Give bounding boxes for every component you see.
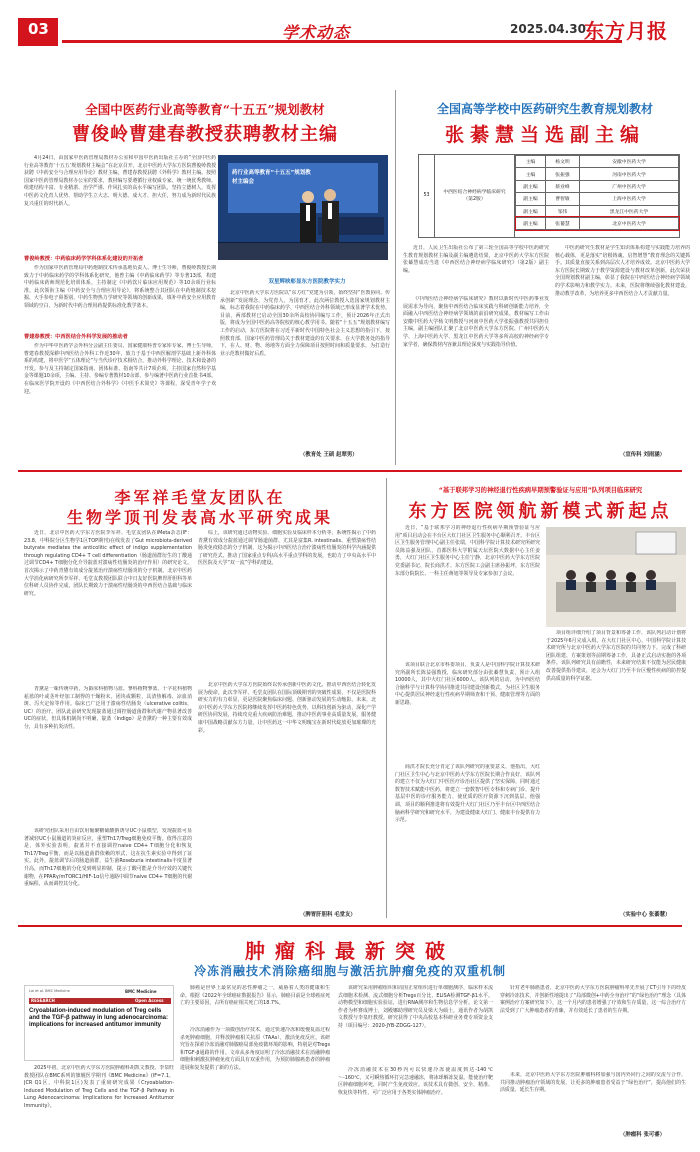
column-divider-middle <box>386 478 387 918</box>
article4-para-2: 该项目联合北京市科委项目，负责人是中国科学院计算技术研究所副所长陈益强教授，临床研究部分由张綦慧负责，预计入组10000人，其中大红门社区6000人。该队列的启动，为中西医结合脑科学与计算科学协同推进共同建设创新模式，为社区卫生服务中心提供居民神经退行性疾病早期筛查和干预、健康管理等方面的新思路。 <box>395 662 540 706</box>
article3-para-4: 综上，该研究通过动物实验、细胞实验及临床样本分析等，系统性揭示了中药青黛有效成分靛蓝通过调节肠道菌群、尤其是富集R. intestinalis、重塑溃疡性结肠炎免疫稳态的分子机制，这为揭示中西医结合治疗溃疡性结肠炎的科学内涵提供了研究范式，推动了国家重点专科/高水平重点学科的发展，也助力了中央高水平中医医院及大学“双一流”学科的建设。 <box>198 530 376 567</box>
article3-para-2: 青黛是一味传统中药，为爵床科植物马蓝、蓼科植物蓼蓝、十字花科植物菘蓝的叶或茎叶经加工制得的干燥粉末，团块或颗粒，具清热解毒、凉血消斑、泻火定惊等作用。临床已广泛用于溃疡性结肠炎（ulcerative colitis，UC）的治疗。团队此前研究发现靛蓝通过调控肠道菌群和代谢产物显著改善UC的症状，但具体机制尚不明确，靛蓝（Indigo）是青黛的一种主要有效成分，具有多种抗炎活性。 <box>24 686 192 730</box>
article1-photo-banner-text: 药行业高等教育“十五五”规划教材主编会 <box>232 170 311 185</box>
article5-para-7: 未来，北京中医药大学东方医院肿瘤科将加强与国内外同行之间的交流与合作，共同推动肿瘤治疗领域的发展，让更多的肿瘤患者受益于“绿色治疗”，提高他们的生活质量、延长生存期。 <box>500 1072 686 1094</box>
article2-table-book: 中西医结合神经病学临床研究（第2版） <box>435 155 515 237</box>
article3-headline-line1: 李军祥毛堂友团队在 <box>114 488 286 507</box>
school-cell: 广州中医药大学 <box>580 180 679 192</box>
journal-header-left: Lai et al. BMC Medicine <box>29 989 70 993</box>
name-cell: 蔡业峰 <box>546 180 580 192</box>
table-row <box>516 168 679 180</box>
article4-para-1: 近日，“基于联邦学习的神经退行性疾病早期预警验证与应用”项目启动会在丰台区大红门社区卫生服务中心顺利召开。丰台区区卫生服务管理中心副主任张瑞，中国科学院计算技术研究所研究员陈益强及团队，首都医科大学附属天坛医院大数据中心主任姜勇，大红门社区卫生服务中心主任宁静，北京中医药大学东方医院党委副书记、院长商洪才、东方医院工会副主席孙振坪，东方医院东部分院院长、一科主任蒋旭等领导及专家参加了会议。 <box>395 525 540 577</box>
article3-para-1: 近日，北京中医药大学东方医院李军祥、毛堂友团队在iMeta杂志(IF：23.8，中科院分区生物学1区TOP期刊)在线发表了Gut microbiota-derived butyrate mediates the anticolitic effect of indigo supplementation through regulating CD4+ T cell differentiation（肠道菌群衍生的丁酸通过调节CD4+ T细胞分化介导靛蓝对溃疡性结肠炎的治疗作用）的研究论文。首次揭示了中药青黛有效成分靛蓝治疗溃疡性结肠炎的分子机制。北京中医药大学消化病研究所李军祥、毛堂友教授团队联合中日友好医院脾胃肝胆科等单位科研人员协作完成，团队长期致力于溃疡性结肠炎的中西医结合基础与临床研究。 <box>24 530 192 597</box>
article1-headline-top: 全国中医药行业高等教育“十五五”规划教材 <box>85 102 325 117</box>
article2-para-3: 中医药研究生教材是学生知识体系构建与实践能力培养的核心载体，更是落实“培根铸魂、启智增慧”教育理念的关键抓手。其质量直接关系到高层次人才培养成效。北京中医药大学东方医院长期致力于教学资源建设与教材改革创新，此次荣获全国规划教材副主编，彰显了我院在中西医结合神经病学领域的学术影响力和教学实力。未来，医院将继续强化教材建设，推动教学改革，为培养更多中西医结合人才贡献力量。 <box>555 245 690 297</box>
article3-byline: （脾胃肝胆科 毛堂友） <box>300 912 356 918</box>
article4-byline: （实验中心 张綦慧） <box>620 912 671 918</box>
school-cell: 上海中医药大学 <box>580 193 679 205</box>
article3-para-5: 北京中医药大学东方医院始终以传承创新中医药文化、推动中西医结合转化发展为使命。此次李军祥、毛堂友团队在国际顶级期刊的突破性成果，不仅是医院科研实力的有力彰显，更是医院聚焦临床问题、创新驱动发展的生动缩影。未来，北京中医药大学东方医院将继续发挥中医药特色优势，以科技创新为驱动，深化产学研医协同发展，持续攻克重大疾病防治难题，推动中医药事业高质量发展，服务健康中国战略贡献东方力量，让中医药这一中华文明瑰宝在新时代绽放更加璀璨的光彩。 <box>198 682 376 734</box>
article4-para-4: 项目组详细介绍了项目背景和筹备工作，该队列启动计划将于2025年6月完成入组。在大红门社区中心，中国科学院计算技术研究所与北京中医药大学东方医院的共同努力下，完成了科研团队组建、方案策划等前期筹备工作，具备正式启动实施的各项条件。该队列研究具有前瞻性，未来研究结果不仅能为居民健康改善提供指导建议，还会为大红门乃至丰台区慢性疾病的防控提供高质量的科学证据。 <box>546 630 686 682</box>
school-cell: 河南中医药大学 <box>580 168 679 180</box>
article4-headline: 东方医院领航新模式新起点 <box>408 501 673 522</box>
journal-open-access: Open Access <box>135 998 164 1003</box>
article4-kicker: “基于联邦学习的神经退行性疾病早期预警验证与应用”队列项目临床研究 <box>438 487 643 494</box>
article5-para-3: 冷冻消融作为一项微创治疗技术，通过快速冷冻和缓慢复温过程杀死肿瘤细胞，并释放肿瘤相关抗原（TAAs），激活免疫反应。该研究旨在探索冷冻消融对肺腺癌局部免疫微环境的影响，特别是对Tregs和TGF-β通路的作用。文章从多角度证明了冷冻消融技术在消融肿瘤细胞和刺激抗肿瘤免疫方面具有双重作用，为预防肺腺癌患者的肿瘤进展和复发提供了新的方法。 <box>180 1027 330 1071</box>
article2-table <box>515 155 679 230</box>
article2-headline-main: 张綦慧当选副主编 <box>444 124 645 146</box>
header-date: 2025.04.30 <box>510 22 586 36</box>
name-cell: 邹伟 <box>546 205 580 217</box>
article5-para-4: 该研究采用肿瘤组织和周围正常组织进行单细胞测序，临床样本流式细胞术检测、流式细胞分析Tregs百分比，ELISA检测TGF-β1水平。动物模型和细胞实验验证，进行RNA测序和生物信息学分析。论文第一作者为杯赛成博士，刘殿娜助理研究员及梁大为硕士，通讯作者为胡凯文教授与李泉旺教授。研究获得了中央高校基本科研业务费专项资金支持（项目编号：2020-JYB-ZDGG-127）。 <box>338 985 493 1029</box>
table-row <box>516 180 679 192</box>
article1-subhead-2: 曹建春教授：中西医结合外科学发展的推动者 <box>24 334 128 340</box>
journal-tag: RESEARCH <box>31 998 55 1003</box>
role-cell: 副主编 <box>516 217 546 229</box>
column-divider-top <box>395 90 396 465</box>
article5-byline: （肿瘤科 张可睿） <box>620 1132 666 1138</box>
table-row-highlighted <box>516 217 679 229</box>
school-cell: 黑龙江中医药大学 <box>580 205 679 217</box>
article1-para-1: 作为国家中医药管理局中药炮制技术传承基地负责人、博士生导师，曹俊岭教授长期致力于中药临床药学的学科体系化研究。他曾主编《中药临床药学》等专著13部，构建中药临床药师规范化培训体系，主持制定《中药饮片临床应用规范》等10余项行业标准。此次领衔主编《中药安全与合理应用导论》，将系统整合其团队在中药炮制技术挖掘、大手参电子鼻鉴别、中药生物热力学研究等领域的创新成果，填补中药安全应用教育领域的空白，为新时代中药合理用药提供标准化教学蓝本。 <box>24 265 216 309</box>
article1-subhead-1: 曹俊岭教授：中药临床药学学科体系化建设的开拓者 <box>24 256 144 262</box>
article4-meeting-photo <box>546 527 686 627</box>
page-number: 03 <box>28 20 49 38</box>
role-cell: 副主编 <box>516 193 546 205</box>
table-row <box>516 205 679 217</box>
table-row <box>516 193 679 205</box>
name-cell: 张振强 <box>546 168 580 180</box>
journal-header-right: BMC Medicine <box>125 989 157 994</box>
school-cell: 安徽中医药大学 <box>580 156 679 168</box>
article5-para-2: 肺癌是世界上最常见的恶性肿瘤之一，威胁着人类的健康和生命。根据《2022年全球癌症数据报告》显示，肺癌目前是全球癌症死亡的主要原因，占所有癌症相关死亡的18.7%。 <box>180 985 330 1007</box>
article3-headline-line2: 生物学顶刊发表高水平研究成果 <box>66 508 333 527</box>
section-divider-2 <box>18 925 682 927</box>
article4-para-3: 商洪才院长充分肯定了该队列研究的重要意义，他指出，大红门社区卫生中心与北京中医药大学东方医院长期合作良好，该队列的建立不仅为大红门中医医疗诊治社区提供了坚实保障，同时通过数智技术赋能中医药，将建立一套数智中医专科和专病门诊，提升基层中医的诊疗服务能力，使优质的医疗资源下沉到基层。他强调，项目的顺利推进将有效提升大红门社区乃至丰台区中西医结合脑病科学研究和研究水平，为建设健康大红门、健康丰台提供有力示范。 <box>395 764 540 824</box>
article1-intro: 4月24日，由国家中医药管理局教材办公室和中国中医药出版社主办的“全国中医药行业高等教育‘十五五’规划教材主编会”在北京召开。北京中医药大学东方医院曹俊岭教授获聘《中药安全与合理应用导论》教材主编，曹建春教授获聘《外科学》教材主编。按照国家中医药管理局教材办公室的要求，教材编写要遵循行业权威专家、统一统优秀教师，组建结构丰富、专业精湛、治学严谨、作风扎实的高水平编写团队，坚持立德树人，发挥中医药文化育人优势，帮助学生立大志、明大德、成大才、担大任，努力成为新时代民族复兴重任的时代新人。 <box>24 155 216 207</box>
article5-headline: 肿瘤科最新突破 <box>245 939 455 963</box>
role-cell: 主编 <box>516 168 546 180</box>
page-header <box>0 0 700 50</box>
article2-byline: （宣传科 刘雨涵） <box>620 452 666 458</box>
article5-para-1: 2025年初，北京中医药大学东方医院肿瘤科胡凯文教授、李泉旺教授团队在BMC系列的旗舰医学期刊《BMC Medicine》(IF=7.1，JCR Q1区，中科院1区)发表了重磅研究成果《Cryoablation-Induced Modulation of Treg Cells and the TGF-β Pathway in Lung Adenocarcinoma: Implications for Increased Antitumor Immunity》。 <box>24 1065 174 1109</box>
article1-headline-main: 曹俊岭曹建春教授获聘教材主编 <box>72 124 338 145</box>
article2-table-wrapper <box>418 154 680 238</box>
masthead-logo: 东方月报 <box>584 19 668 43</box>
article3-para-3: 该研究团队采用自由饮用葡聚糖硫酸钠诱导UC小鼠模型，发现靛蓝可显著减轻UC小鼠肠道的炎症反应，重塑Th17/Treg细胞免疫平衡。值得注意的是，体外实验表明，靛蓝并不直接调控naive CD4+ T细胞分化和恢复Th17/Treg平衡，而是以肠道菌群依赖的形式，这在抗生素实验中得到了证实。此外，靛蓝调节后的肠道菌群，益生菌Roseburia intestinalis丰度显著升高，而Th17细胞的分化受到明显抑制，提示丁酸可能是介导疗效的关键代谢物，在PPARγ/mTORC1/HIF-1α信号通路中调节naive CD4+ T细胞的代谢重编程，从而调控其分化。 <box>24 828 192 888</box>
article1-para-3: 北京中医药大学东方医院以“东方红”党建为引领，始终坚持“医教协同、传承创新”发展理念，为党育人，为国育才。此次两位教授入选国家规划教材主编，标志着我院在中药临床药学、中西医结合外科领域已形成显著学术优势。目前，两部教材已启动全国30余所高校协同编写工作，预计2026年正式出版，将成为全国中医药高等院校的核心教学用书。随着“十五五”规划教材编写工作的启动，东方医院将在习近平新时代中国特色社会主义思想的指引下，按照教育部、国家中医药管理局关于教材建设的有关要求，在大学教务处的指导下，在人、财、物、场地等方面全力保障项目按照时间和质量要求，为打造行业示范教材做好后盾。 <box>220 290 390 357</box>
article2-para-2: 《中西医结合神经病学临床研究》教材以新时代中医药事业发展需求为导向，聚焦中西医结合临床实践与科研创新能力培养，全面融入中西医结合神经病学领域的前沿研究成果。教材编写工作由安徽中医药大学杨文明教授与河南中医药大学张振强教授共同担任主编，副主编团队汇聚了北京中医药大学东方医院、广州中医药大学、上海中医药大学、黑龙江中医药大学等多所高校的神经病学专家学者，确保教材内容兼具理论深度与实践指导价值。 <box>403 296 549 348</box>
article2-headline-top: 全国高等学校中医药研究生教育规划教材 <box>436 102 653 116</box>
name-cell: 张綦慧 <box>546 217 580 229</box>
role-cell: 主编 <box>516 156 546 168</box>
role-cell: 副主编 <box>516 180 546 192</box>
article2-table-row-no: 53 <box>419 155 435 237</box>
school-cell: 北京中医药大学 <box>580 217 679 229</box>
meeting-photo-illustration <box>546 527 686 627</box>
table-row <box>516 156 679 168</box>
role-cell: 副主编 <box>516 205 546 217</box>
article5-para-6: 针对老年肺癌患者，北京中医药大学东方医院肿瘤科率先开展了CT引导下的经皮穿刺冷冻技术，并创新性地提出了“局部微创+中药全身治疗”的“绿色治疗”理念（具体案例治疗方案研究如下），这一个月内的患者增强了疗效和生存质量，这一综合治疗方法受到了广大肿瘤患者的青睐，并有效延长了患者的生存期。 <box>500 985 686 1014</box>
article5-para-5: 冷冻消融技术在30秒内可以快速冷冻使温度到达-140℃～-160℃，又可瞬热循环打完急速融冻，将冰球解冻复温。能使治疗靶区肿瘤细胞坏死，同时产生免疫效应。该技术具有微创、安全、精准、恢复快等特性，可广泛应用于各类实体肿瘤治疗。 <box>338 1067 493 1096</box>
section-divider-1 <box>18 470 682 472</box>
name-cell: 曹智敏 <box>546 193 580 205</box>
article2-para-1: 近日，人民卫生出版社公布了第三轮全国高等学校中医药研究生教育规划教材主编及副主编遴选结果，北京中医药大学东方医院张綦慧成功当选《中西医结合神经病学临床研究》（第2版）副主编。 <box>403 245 549 274</box>
journal-title: Cryoablation-induced modulation of Treg cells and the TGF-β pathway in lung adenocarcinoma: implications for increased antitumor immunity <box>29 1008 169 1029</box>
article1-photo <box>218 155 388 260</box>
name-cell: 杨文明 <box>546 156 580 168</box>
article1-photo-caption: 双星辉映彰显东方医院教学实力 <box>268 279 346 285</box>
article5-journal-figure <box>24 985 174 1061</box>
article5-subheadline: 冷冻消融技术消除癌细胞与激活抗肿瘤免疫的双重机制 <box>193 964 506 978</box>
article1-byline: （教育处 王硕 赵翠男） <box>300 452 358 458</box>
article1-para-2: 作为中华中医药学会外科分会副主任委员、国家健康科普专家库专家、博士生导师，曹建春教授深耕中西医结合外科工作近30年，致力于基于中西医解剖学基础上新外科体系的构建，将中医学“五体理论”与当代诊疗技术相结合，推动外科学理论、技术和设备的开发。参与及主持制定国家指南、团体标准、指南等共计7项企项，主持国家自然科学基金等课题10余项，主编、主持、参编专著教材10余部，参与编著中医药行业首批书4部。在临床医学院开设的《中西医结合外科学》《中医手术简史》等课程，深受青年学子欢迎。 <box>24 343 216 395</box>
header-section-title: 学术动态 <box>282 23 351 42</box>
